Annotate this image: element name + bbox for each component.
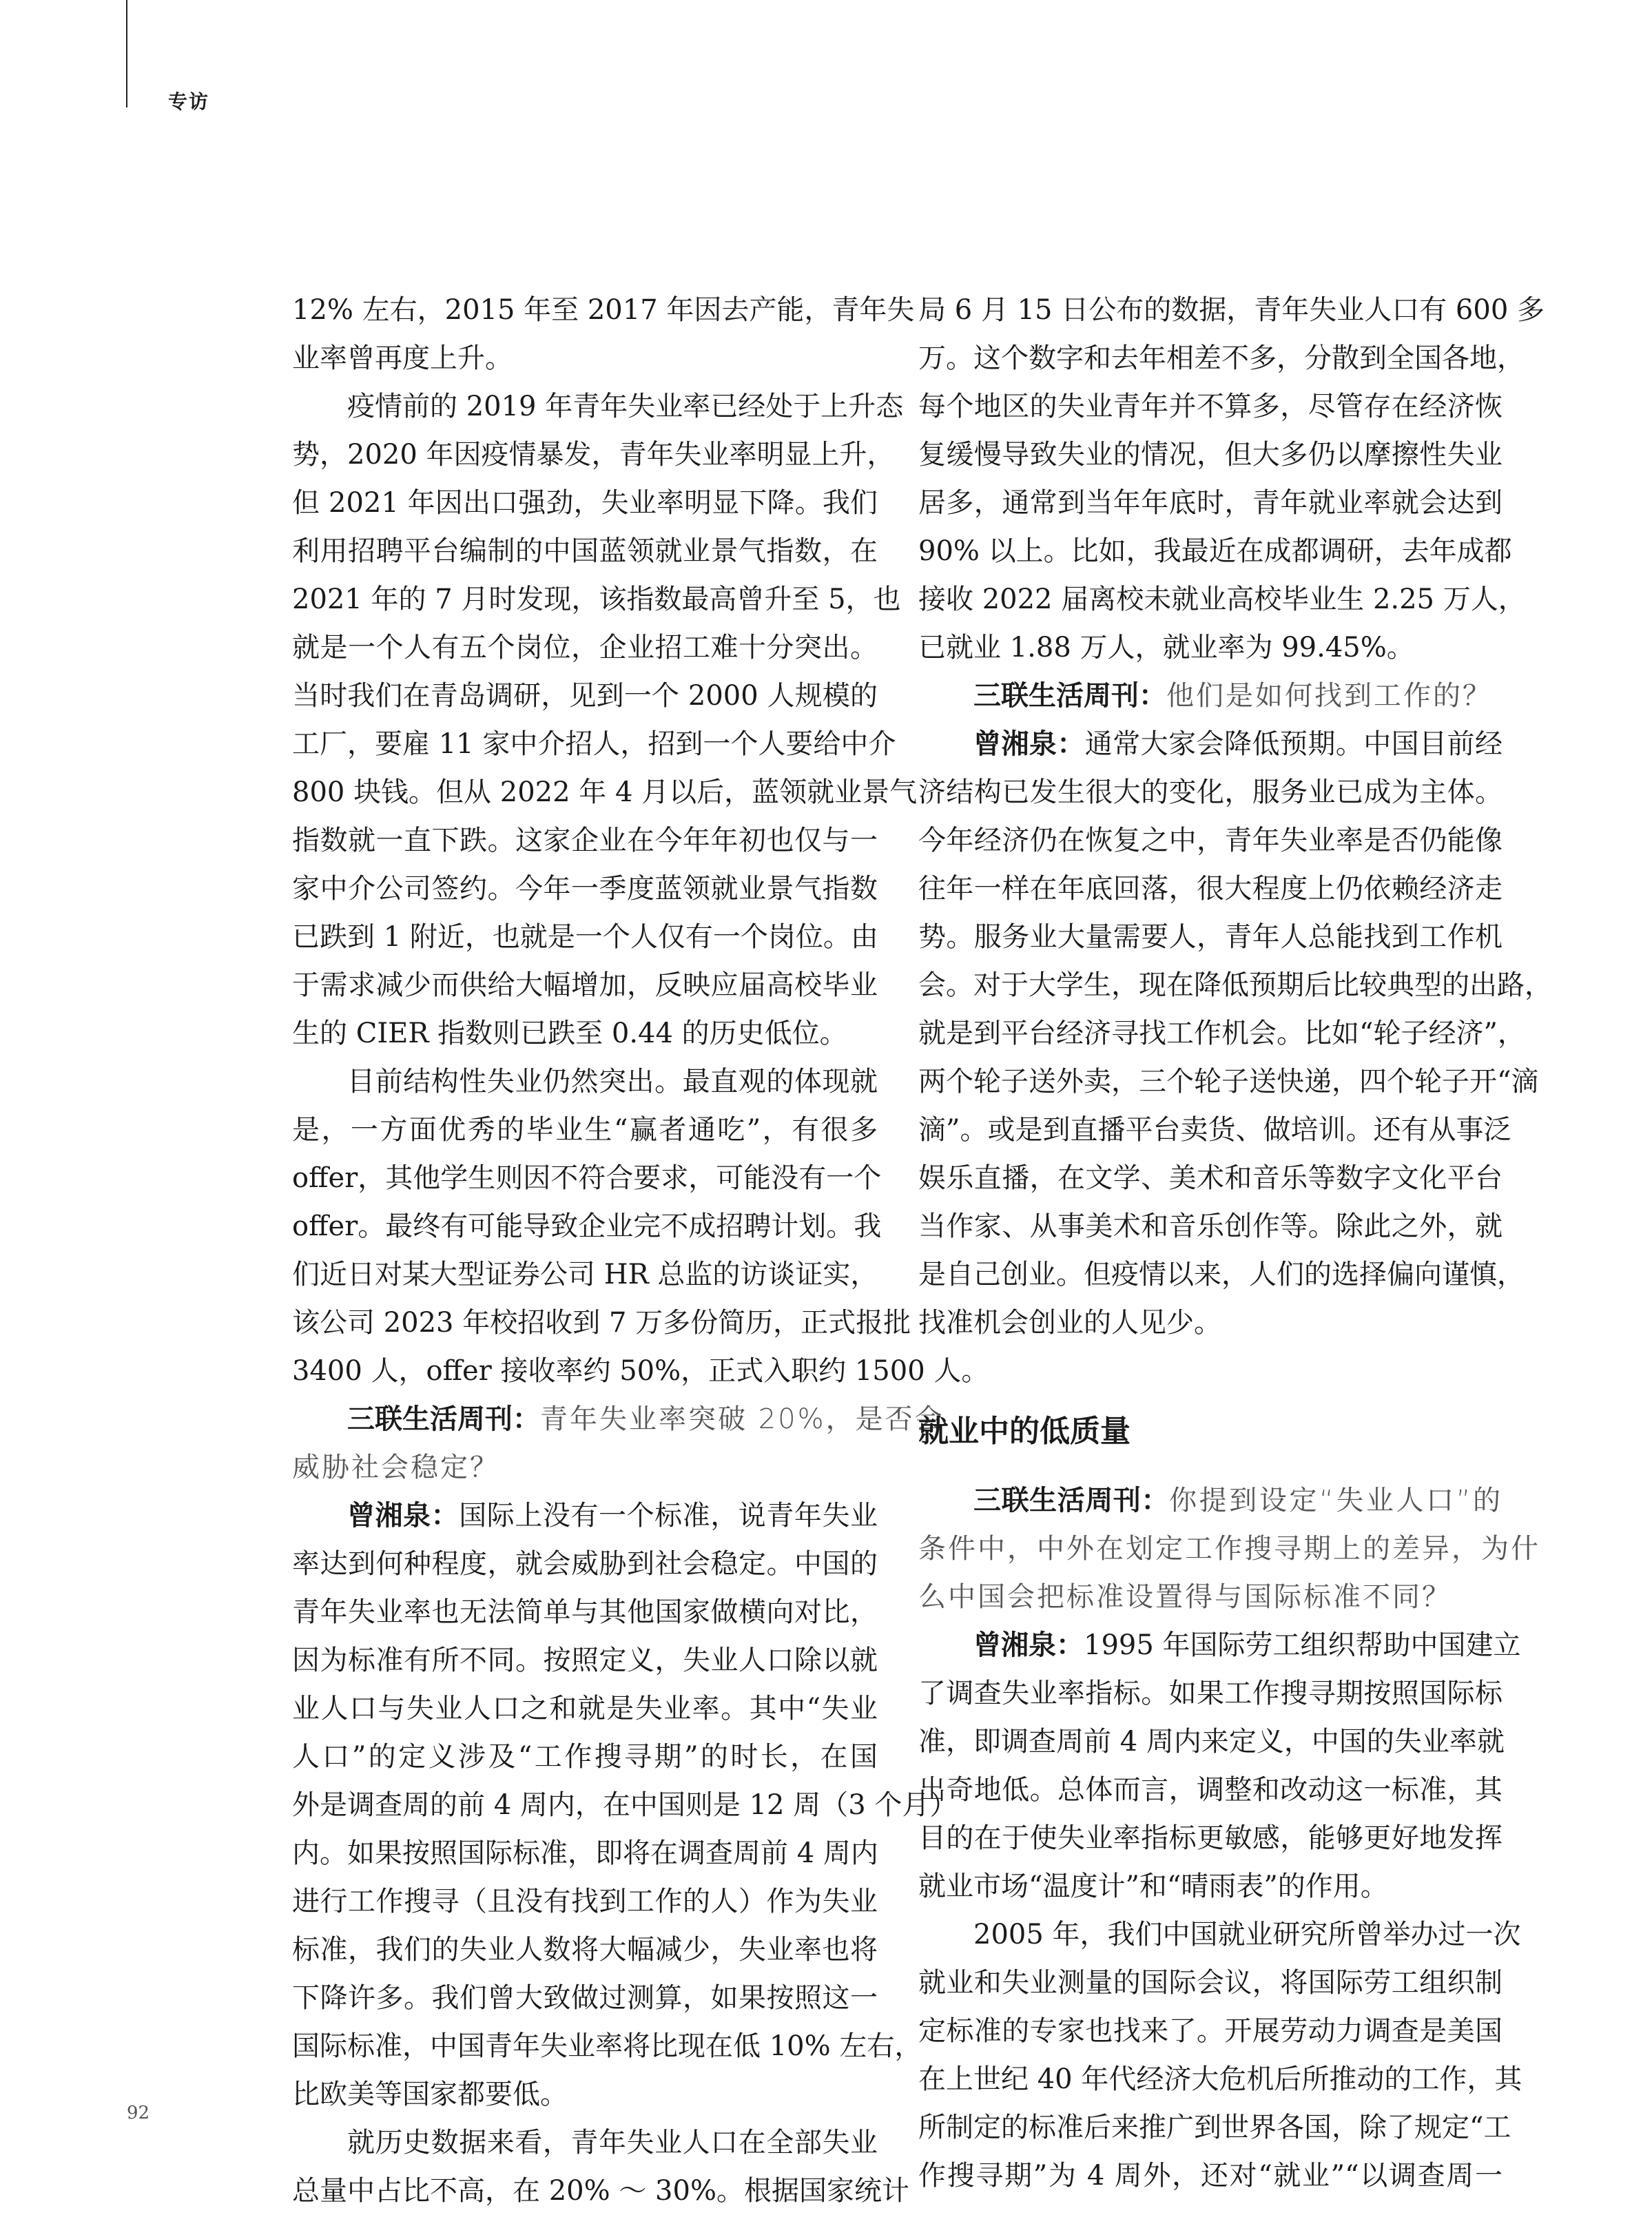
speaker-label: 曾湘泉： bbox=[973, 728, 1085, 760]
line-text: 通常大家会降低预期。中国目前经 bbox=[1084, 728, 1503, 760]
text-line bbox=[292, 286, 915, 334]
text-line bbox=[918, 672, 1503, 720]
text-line bbox=[918, 1058, 1539, 1106]
text-line bbox=[292, 2022, 922, 2070]
text-line bbox=[292, 1733, 878, 1781]
text-line bbox=[918, 1525, 1540, 1573]
text-line bbox=[292, 2070, 878, 2119]
text-line bbox=[918, 1250, 1525, 1299]
line-text: 利用招聘平台编制的中国蓝领就业景气指数，在 bbox=[292, 535, 878, 567]
line-text: 生的 CIER 指数则已跌至 0.44 的历史低位。 bbox=[292, 1018, 847, 1049]
line-text: 人口”的定义涉及“工作搜寻期”的时长，在国 bbox=[292, 1741, 878, 1773]
line-text: 出奇地低。总体而言，调整和改动这一标准，其 bbox=[918, 1774, 1503, 1806]
line-text: 接收 2022 届离校未就业高校毕业生 2.25 万人， bbox=[918, 584, 1526, 615]
line-text: 该公司 2023 年校招收到 7 万多份简历，正式报批 bbox=[292, 1307, 911, 1339]
line-text: 于需求减少而供给大幅增加，反映应届高校毕业 bbox=[292, 969, 878, 1001]
text-line bbox=[292, 1347, 989, 1395]
line-text: 青年失业率突破 20%，是否会 bbox=[540, 1403, 944, 1435]
line-text: 家中介公司签约。今年一季度蓝领就业景气指数 bbox=[292, 873, 878, 905]
text-line bbox=[292, 1250, 878, 1299]
text-line bbox=[292, 2119, 878, 2167]
line-text: 2021 年的 7 月时发现，该指数最高曾升至 5，也 bbox=[292, 584, 901, 615]
line-text: 目的在于使失业率指标更敏感，能够更好地发挥 bbox=[918, 1822, 1503, 1854]
line-text: 青年失业率也无法简单与其他国家做横向对比， bbox=[292, 1596, 878, 1628]
text-line bbox=[292, 479, 878, 527]
text-line bbox=[918, 1959, 1503, 2007]
line-text: 业人口与失业人口之和就是失业率。其中“失业 bbox=[292, 1693, 878, 1724]
line-text: 内。如果按照国际标准，即将在调查周前 4 周内 bbox=[292, 1837, 878, 1869]
text-line bbox=[918, 1476, 1503, 1525]
line-text: 所制定的标准后来推广到世界各国，除了规定“工 bbox=[918, 2112, 1511, 2143]
line-text: 下降许多。我们曾大致做过测算，如果按照这一 bbox=[292, 1982, 878, 2014]
line-text: 每个地区的失业青年并不算多，尽管存在经济恢 bbox=[918, 391, 1503, 422]
line-text: 就是一个人有五个岗位，企业招工难十分突出。 bbox=[292, 632, 878, 663]
interview-answer bbox=[918, 720, 1552, 1347]
text-line bbox=[918, 913, 1503, 961]
line-text: 是，一方面优秀的毕业生“赢者通吃”，有很多 bbox=[292, 1114, 878, 1146]
text-line bbox=[918, 431, 1503, 479]
text-line bbox=[918, 1154, 1503, 1202]
line-text: 了调查失业率指标。如果工作搜寻期按照国际标 bbox=[918, 1678, 1503, 1709]
line-text: 势，2020 年因疫情暴发，青年失业率明显上升， bbox=[292, 439, 895, 471]
text-line bbox=[918, 816, 1503, 865]
text-line bbox=[918, 1009, 1525, 1058]
text-line bbox=[918, 1299, 1503, 1347]
interview-question bbox=[918, 672, 1503, 720]
line-text: 外是调查周的前 4 周内，在中国则是 12 周（3 个月） bbox=[292, 1789, 958, 1821]
text-line bbox=[292, 1781, 958, 1829]
line-text: 12% 左右，2015 年至 2017 年因去产能，青年失 bbox=[292, 294, 915, 326]
line-text: 威胁社会稳定？ bbox=[292, 1452, 499, 1483]
page-number: 92 bbox=[127, 2103, 150, 2123]
text-line bbox=[292, 913, 878, 961]
text-line bbox=[918, 1573, 1503, 1621]
article-column-left bbox=[292, 286, 989, 2215]
line-text: 已就业 1.88 万人，就业率为 99.45%。 bbox=[918, 632, 1414, 663]
line-text: 总量中占比不高，在 20% ～ 30%。根据国家统计 bbox=[292, 2175, 909, 2207]
line-text: 进行工作搜寻（且没有找到工作的人）作为失业 bbox=[292, 1886, 878, 1917]
text-line bbox=[292, 1154, 882, 1202]
text-line bbox=[918, 2103, 1511, 2152]
text-line bbox=[918, 961, 1552, 1009]
text-line bbox=[292, 865, 878, 913]
line-text: 准，即调查周前 4 周内来定义，中国的失业率就 bbox=[918, 1726, 1505, 1758]
line-text: 就历史数据来看，青年失业人口在全部失业 bbox=[347, 2127, 878, 2159]
text-line bbox=[292, 1443, 878, 1492]
text-line bbox=[292, 624, 878, 672]
text-line bbox=[292, 575, 901, 624]
text-line bbox=[292, 1829, 878, 1877]
text-line bbox=[292, 2167, 909, 2215]
text-line bbox=[918, 1814, 1503, 1862]
line-text: 指数就一直下跌。这家企业在今年年初也仅与一 bbox=[292, 825, 878, 856]
section-label: 专访 bbox=[168, 90, 210, 113]
text-line bbox=[292, 1540, 878, 1588]
text-line bbox=[292, 672, 878, 720]
line-text: 会。对于大学生，现在降低预期后比较典型的出路， bbox=[918, 969, 1552, 1001]
line-text: 你提到设定“失业人口”的 bbox=[1169, 1485, 1503, 1516]
line-text: 800 块钱。但从 2022 年 4 月以后，蓝领就业景气 bbox=[292, 776, 918, 808]
text-line bbox=[918, 1202, 1503, 1250]
line-text: 娱乐直播，在文学、美术和音乐等数字文化平台 bbox=[918, 1162, 1503, 1194]
text-line bbox=[918, 2007, 1503, 2055]
line-text: 就业和失业测量的国际会议，将国际劳工组织制 bbox=[918, 1967, 1503, 1999]
line-text: 国际标准，中国青年失业率将比现在低 10% 左右， bbox=[292, 2030, 922, 2062]
text-line bbox=[918, 865, 1503, 913]
line-text: 3400 人，offer 接收率约 50%，正式入职约 1500 人。 bbox=[292, 1355, 989, 1387]
line-text: 但 2021 年因出口强劲，失业率明显下降。我们 bbox=[292, 487, 878, 519]
article-column-right bbox=[918, 286, 1552, 2200]
text-line bbox=[918, 768, 1503, 816]
line-text: 们近日对某大型证券公司 HR 总监的访谈证实， bbox=[292, 1259, 878, 1290]
paragraph bbox=[292, 382, 918, 1058]
interview-answer bbox=[918, 1621, 1521, 1910]
speaker-label: 三联生活周刊： bbox=[347, 1403, 540, 1435]
paragraph bbox=[918, 1910, 1522, 2200]
paragraph bbox=[292, 286, 915, 382]
text-line bbox=[918, 382, 1503, 431]
text-line bbox=[292, 1009, 878, 1058]
text-line bbox=[292, 382, 904, 431]
text-line bbox=[292, 1492, 878, 1540]
text-line bbox=[292, 816, 878, 865]
text-line bbox=[292, 1395, 944, 1443]
line-text: 因为标准有所不同。按照定义，失业人口除以就 bbox=[292, 1645, 878, 1676]
text-line bbox=[918, 479, 1503, 527]
speaker-label: 曾湘泉： bbox=[973, 1629, 1084, 1661]
line-text: 济结构已发生很大的变化，服务业已成为主体。 bbox=[918, 776, 1503, 808]
line-text: 势。服务业大量需要人，青年人总能找到工作机 bbox=[918, 921, 1503, 953]
speaker-label: 曾湘泉： bbox=[347, 1500, 460, 1532]
line-text: 么中国会把标准设置得与国际标准不同？ bbox=[918, 1581, 1452, 1613]
text-line bbox=[292, 334, 878, 382]
text-line bbox=[292, 720, 896, 768]
paragraph bbox=[292, 2119, 909, 2215]
line-text: 疫情前的 2019 年青年失业率已经处于上升态 bbox=[347, 391, 904, 422]
line-text: 局 6 月 15 日公布的数据，青年失业人口有 600 多 bbox=[918, 294, 1545, 326]
text-line bbox=[292, 1299, 911, 1347]
text-line bbox=[918, 1106, 1511, 1154]
line-text: 比欧美等国家都要低。 bbox=[292, 2079, 568, 2110]
line-text: 就业市场“温度计”和“晴雨表”的作用。 bbox=[918, 1871, 1388, 1902]
line-text: 就是到平台经济寻找工作机会。比如“轮子经济”， bbox=[918, 1018, 1525, 1049]
text-line bbox=[292, 768, 918, 816]
paragraph bbox=[918, 286, 1545, 672]
text-line bbox=[292, 1926, 878, 1974]
interview-question bbox=[918, 1476, 1540, 1621]
text-line bbox=[918, 2152, 1503, 2200]
line-text: 当时我们在青岛调研，见到一个 2000 人规模的 bbox=[292, 680, 878, 712]
text-line bbox=[918, 1766, 1503, 1814]
line-text: 当作家、从事美术和音乐创作等。除此之外，就 bbox=[918, 1210, 1503, 1242]
section-heading: 就业中的低质量 bbox=[918, 1414, 1130, 1449]
line-text: 1995 年国际劳工组织帮助中国建立 bbox=[1084, 1629, 1521, 1661]
line-text: 标准，我们的失业人数将大幅减少，失业率也将 bbox=[292, 1934, 878, 1966]
line-text: 条件中，中外在划定工作搜寻期上的差异，为什 bbox=[918, 1533, 1540, 1565]
line-text: 2005 年，我们中国就业研究所曾举办过一次 bbox=[973, 1919, 1521, 1950]
line-text: 在上世纪 40 年代经济大危机后所推动的工作，其 bbox=[918, 2063, 1522, 2095]
text-line bbox=[292, 1588, 878, 1636]
line-text: 定标准的专家也找来了。开展劳动力调查是美国 bbox=[918, 2015, 1503, 2047]
line-text: 作搜寻期”为 4 周外，还对“就业”“以调查周一 bbox=[918, 2160, 1503, 2192]
line-text: 往年一样在年底回落，很大程度上仍依赖经济走 bbox=[918, 873, 1503, 905]
line-text: 率达到何种程度，就会威胁到社会稳定。中国的 bbox=[292, 1548, 878, 1580]
text-line bbox=[292, 961, 878, 1009]
line-text: 业率曾再度上升。 bbox=[292, 342, 513, 374]
line-text: 国际上没有一个标准，说青年失业 bbox=[459, 1500, 878, 1532]
text-line bbox=[292, 1877, 878, 1926]
text-line bbox=[292, 1106, 878, 1154]
line-text: 目前结构性失业仍然突出。最直观的体现就 bbox=[347, 1066, 878, 1098]
line-text: 90% 以上。比如，我最近在成都调研，去年成都 bbox=[918, 535, 1512, 567]
text-line bbox=[292, 1974, 878, 2022]
text-line bbox=[918, 1621, 1521, 1669]
text-line bbox=[918, 575, 1526, 624]
line-text: 是自己创业。但疫情以来，人们的选择偏向谨慎， bbox=[918, 1259, 1525, 1290]
text-line bbox=[918, 1910, 1521, 1959]
text-line bbox=[918, 2055, 1522, 2103]
line-text: 复缓慢导致失业的情况，但大多仍以摩擦性失业 bbox=[918, 439, 1503, 471]
text-line bbox=[918, 720, 1503, 768]
text-line bbox=[292, 1202, 882, 1250]
line-text: 居多，通常到当年年底时，青年就业率就会达到 bbox=[918, 487, 1503, 519]
text-line bbox=[918, 527, 1512, 575]
text-line bbox=[918, 286, 1545, 334]
interview-question bbox=[292, 1395, 944, 1492]
interview-answer bbox=[292, 1492, 958, 2119]
line-text: 两个轮子送外卖，三个轮子送快递，四个轮子开“滴 bbox=[918, 1066, 1539, 1098]
text-line bbox=[292, 1636, 878, 1685]
text-line bbox=[918, 334, 1525, 382]
text-line bbox=[918, 624, 1503, 672]
paragraph bbox=[292, 1058, 989, 1395]
text-line bbox=[918, 1669, 1503, 1718]
header-rule bbox=[126, 0, 127, 107]
text-line bbox=[292, 1058, 878, 1106]
speaker-label: 三联生活周刊： bbox=[973, 680, 1166, 712]
line-text: 今年经济仍在恢复之中，青年失业率是否仍能像 bbox=[918, 825, 1503, 856]
speaker-label: 三联生活周刊： bbox=[973, 1485, 1170, 1516]
line-text: 找准机会创业的人见少。 bbox=[918, 1307, 1221, 1339]
text-line bbox=[918, 1718, 1503, 1766]
text-line bbox=[918, 1862, 1503, 1910]
text-line bbox=[292, 1685, 878, 1733]
line-text: offer。最终有可能导致企业完不成招聘计划。我 bbox=[292, 1210, 882, 1242]
line-text: 万。这个数字和去年相差不多，分散到全国各地， bbox=[918, 342, 1525, 374]
line-text: offer，其他学生则因不符合要求，可能没有一个 bbox=[292, 1162, 882, 1194]
line-text: 他们是如何找到工作的？ bbox=[1166, 680, 1492, 712]
text-line bbox=[292, 527, 878, 575]
line-text: 工厂，要雇 11 家中介招人，招到一个人要给中介 bbox=[292, 728, 896, 760]
line-text: 已跌到 1 附近，也就是一个人仅有一个岗位。由 bbox=[292, 921, 878, 953]
line-text: 滴”。或是到直播平台卖货、做培训。还有从事泛 bbox=[918, 1114, 1511, 1146]
text-line bbox=[292, 431, 895, 479]
